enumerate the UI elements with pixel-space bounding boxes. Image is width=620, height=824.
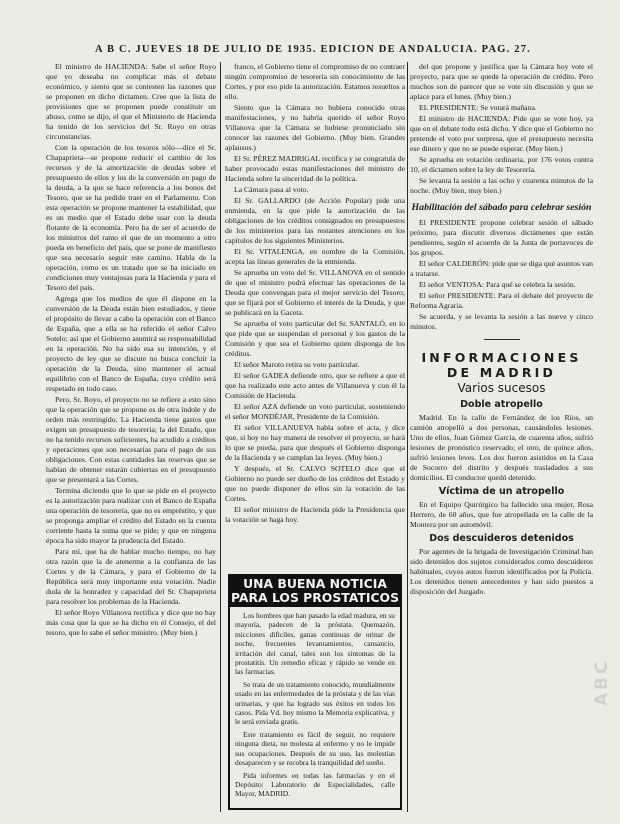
ad-paragraph: Pida informes en todas las farmacias y en el Depósito: Laboratorio de Especialidades, calle Mayor, MADRID. [235, 770, 395, 799]
habilitacion-paragraph: El PRESIDENTE propone celebrar sesión el sábado próximo, para discutir diversos dictámenes que están pendientes, según el acuerdo de la Junta de portavoces de los grupos. [410, 218, 593, 257]
habilitacion-paragraph: El señor VENTOSA: Para qué se celebra la sesión. [419, 280, 576, 289]
col1-paragraph: Pero, Sr. Royo, el proyecto no se refiere a esto sino que la operación que se propone es de otra índole y de orden más restringido. La Hacienda tiene gastos que exigen un presupuesto de tesorería; la del Estado, que no ha tenido recursos suficientes, ha acudido a créditos y operaciones que son necesarias para el pago de sus obligaciones. Con estas cantidades las reservas que se habían de obtener estarán cubiertas en el presupuesto que se presentará a las Cortes. [46, 395, 216, 484]
col2-paragraph: Se aprueba un voto del Sr. VILLANOVA en el sentido de que el ministro podrá efectuar las operaciones de la Deuda que convengan para el mejor servicio del Tesoro; que se fijará por el Gobierno el interés de la Deuda, y que se publicará en la Gaceta. [225, 268, 405, 317]
col2-paragraph: El señor AZA defiende un voto particular, sosteniendo el señor MONDÉJAR, Presidente de la Comisión. [225, 402, 405, 421]
prostate-advertisement [228, 574, 402, 810]
col2-paragraph: Y después, el Sr. CALVO SOTELO dice que el Gobierno no puede ser dueño de los créditos del Estado y que no puede disponer de ellos sin la votación de las Cortes. [225, 464, 405, 503]
section-separator [484, 339, 520, 340]
col2-paragraph: El Sr. PÉREZ MADRIGAL rectifica y se congratula de haber provocado estas manifestaciones del ministro de Hacienda sobre la sinceridad de la política. [225, 154, 405, 183]
col3-paragraph: El ministro de HACIENDA: Pide que se vote hoy, ya que en el debate todo está dicho. Y dice que el Gobierno no pretende el voto por sorpresa, que el presupuesto necesita ese dinero y que no se puede esperar. (Muy bien.) [410, 114, 593, 153]
descuideros-text: Por agentes de la brigada de Investigación Criminal han sido detenidos dos sujetos considerados como descuideros habituales, cuyos autos fueron identificados por la Policía. Los detenidos tienen antecedentes y han sido puestos a disposición del Juzgado. [410, 547, 593, 596]
col3-paragraph: del que propone y justifica que la Cámara hoy vote el proyecto, para que se quede la operación de crédito. Pero muchos son de parecer que se vote sin discusión y que se aplace para el lunes. (Muy bien.) [410, 62, 593, 101]
col1-paragraph: Agrega que los medios de que él dispone en la conversión de la Deuda están bien estudiados, y tiene el propósito de llevar a cabo la operación con el Banco de España, que a ella se ha referido el señor Calvo Sotelo; así que el Gobierno asumirá su responsabilidad en la operación. No ha sido esa su intención, y el proyecto de ley que se discute no busca concluir la operación de la Deuda, sino mantener el actual equilibrio con el Banco de España, cuyo crédito será respetado en todo caso. [46, 294, 216, 393]
col1-paragraph: El señor Royo Villanova rectifica y dice que no hay más cosa que la que se ha dicho en el Consejo, el del tesoro, que lo sabe el señor ministro. (Muy bien.) [46, 608, 216, 637]
col2-paragraph: franco, el Gobierno tiene el compromiso de no contraer ningún compromiso de tesorería sin conocimiento de las Cortes, y por eso pide la autorización. Estamos resueltos a ello. [225, 62, 405, 101]
habilitacion-paragraph: El señor CALDERÓN: pide que se diga qué asuntos van a tratarse. [410, 259, 593, 278]
col2-paragraph: El Sr. GALLARDO (de Acción Popular) pide una enmienda, en la que pide la autorización de las obligaciones de los créditos consignados en presupuestos de los ministerios para las restantes atenciones en los capítulos de los siguientes Ministerios. [225, 196, 405, 245]
doble-atropello-headline: Doble atropello [460, 399, 543, 410]
habilitacion-paragraph: El señor PRESIDENTE: Para el debate del proyecto de Reforma Agraria. [410, 291, 593, 310]
col3-paragraph: EL PRESIDENTE: Se votará mañana. [419, 103, 537, 112]
ad-paragraph: Este tratamiento es fácil de seguir, no requiere ninguna dieta, no molesta al enfermo y no le impide sus ocupaciones. Después de su uso, las molestias desaparecen y se recobra la tranquilidad del sueño. [235, 729, 395, 768]
col2-paragraph: El señor ministro de Hacienda pide la Presidencia que la votación se haga hoy. [225, 505, 405, 524]
victima-text: En el Equipo Quirúrgico ha fallecido una mujer, Rosa Herrero, de 60 años, que fue atropellada en la calle de la Montera por un automóvil. [410, 500, 593, 529]
habilitacion-headline: Habilitación del sábado para celebrar sesión [411, 202, 592, 213]
page-header: A B C. JUEVES 18 DE JULIO DE 1935. EDICION DE ANDALUCIA. PAG. 27. [94, 44, 531, 55]
column-divider-1 [220, 62, 221, 812]
col3-paragraph: Se aprueba en votación ordinaria, por 176 votos contra 10, el dictamen sobre la ley de Tesorería. [410, 155, 593, 174]
col3-paragraph: Se levanta la sesión a las ocho y cuarenta minutos de la noche. (Muy bien, muy bien.) [410, 176, 593, 195]
doble-atropello-text: Madrid. En la calle de Fernández de los Ríos, un camión atropelló a dos personas, causándoles lesiones. Uno de ellos, Juan Gómez García, de cuarenta años, sufrió lesiones de pronóstico reservado; el otro, de quince años, sufrió lesiones leves. Los dos fueron asistidos en la Casa de Socorro del distrito y después trasladados a sus domicilios. El conductor quedó detenido. [410, 413, 593, 482]
col1-paragraph: Con la operación de los tesoros sólo—dice el Sr. Chapaprieta—se propone reducir el cambio de los recursos y de la amortización de deudas sobre el presupuesto de ellos y los de la conversión en pago de la deuda, a la que se hace referencia a los bonos del Tesoro, que se ha pedido traer en el Parlamento. Con esta operación se propone mantener la estabilidad, que es un medio que el Estado debe usar con la deuda flotante de la economía. Pero ha de ser el acuerdo de los ministros del ramo el que de un momento a otro pueda en beneficio del país, que se pone de manifiesto que sea necesario seguir este camino. Habla de la operación, como es un tratado que se ha iniciado en condiciones muy ventajosas para la Hacienda y para el Tesoro del país. [46, 143, 216, 292]
ad-title: UNA BUENA NOTICIA PARA LOS PROSTATICOS [230, 576, 399, 605]
col2-paragraph: Se aprueba el voto particular del Sr. SANTALÓ, en lo que pide que se suspendan el personal y los gastos de la Comisión y que sea el Gobierno quien disponga de los créditos. [225, 319, 405, 358]
col2-paragraph: El señor GADEA defiende otro, que se refiere a que el que ha realizado este acto antes de Villanueva y con él la Comisión de Hacienda. [225, 371, 405, 400]
ad-paragraph: Los hombres que han pasado la edad madura, en su mayoría, padecen de la próstata. Quemazón, micciones difíciles, ganas continuas de orinar de noche, frecuentes levantamientos, cansancio, irritación del canal, tales son los síntomas de la prostatitis. Un remedio eficaz y rápido se vende en las farmacias. [235, 611, 395, 677]
ad-paragraph: Se trata de un tratamiento conocido, mundialmente usado en las enfermedades de la próstata y de las vías urinarias, y que ha logrado sus éxitos en todos los casos. Pida Vd. hoy mismo la Memoria explicativa, y le será enviada gratis. [235, 679, 395, 727]
column-1 [46, 62, 216, 812]
column-divider-2 [407, 62, 408, 812]
abc-watermark-stamp: ABC [592, 658, 612, 706]
col2-paragraph: Siento que la Cámara no hubiera conocido otras manifestaciones, y no habría querido el señor Royo Villanova que la Cámara se hubiese pronunciado sin conocer las razones del Gobierno. (Muy bien. Grandes aplausos.) [225, 103, 405, 152]
col1-paragraph: El ministro de HACIENDA: Sabe el señor Royo que yo deseaba no complicar más el debate económico, y siento que se contesten las razones que se proponen en dicho dictamen. Cree que la lista de provisiones que se proponen puede constituir un abuso, como se dijo, el que el Ministerio de Hacienda ha tenido de los servicios del Sr. Royo en otras circunstancias. [46, 62, 216, 141]
col2-paragraph: La Cámara pasa al voto. [234, 185, 309, 194]
col2-paragraph: El señor Maroto retira su voto particular. [234, 360, 360, 369]
col2-paragraph: El Sr. VITALENGA, en nombre de la Comisión, acepta las líneas generales de la enmienda. [225, 247, 405, 266]
col1-paragraph: Termina diciendo que lo que se pide en el proyecto es la autorización para realizar con el Banco de España una operación de tesorería, que no es empréstito, y que se proponga ampliar el crédito del Estado en la cuenta corriente hasta la suma que se pide; y que en ninguna época ha sido mayor la prudencia del Estado. [46, 486, 216, 545]
habilitacion-paragraph: Se acuerda, y se levanta la sesión a las nueve y cinco minutos. [410, 312, 593, 331]
col2-paragraph: El señor VILLANUEVA habla sobre el acta, y dice que, si hoy no hay manera de resolver el proyecto, se hará lo que se pueda, para que después el Gobierno disponga de la Hacienda y se cumplan las leyes. (Muy bien.) [225, 423, 405, 462]
section-title-informaciones: INFORMACIONES DE MADRID [421, 350, 582, 380]
column-3 [410, 62, 593, 812]
descuideros-headline: Dos descuideros detenidos [429, 533, 574, 544]
victima-headline: Víctima de un atropello [438, 486, 565, 497]
column-2 [225, 62, 405, 568]
section-subtitle-varios: Varios sucesos [457, 381, 546, 395]
col1-paragraph: Para mí, que ha de hablar mucho tiempo, no hay otra razón que la de atenerme a la confianza de las Cortes y de la Cámara, y para el Gobierno de la República será muy importante esta votación. Nadie duda de la honradez y capacidad del Sr. Chapaprieta para resolver los problemas de la Hacienda. [46, 547, 216, 606]
